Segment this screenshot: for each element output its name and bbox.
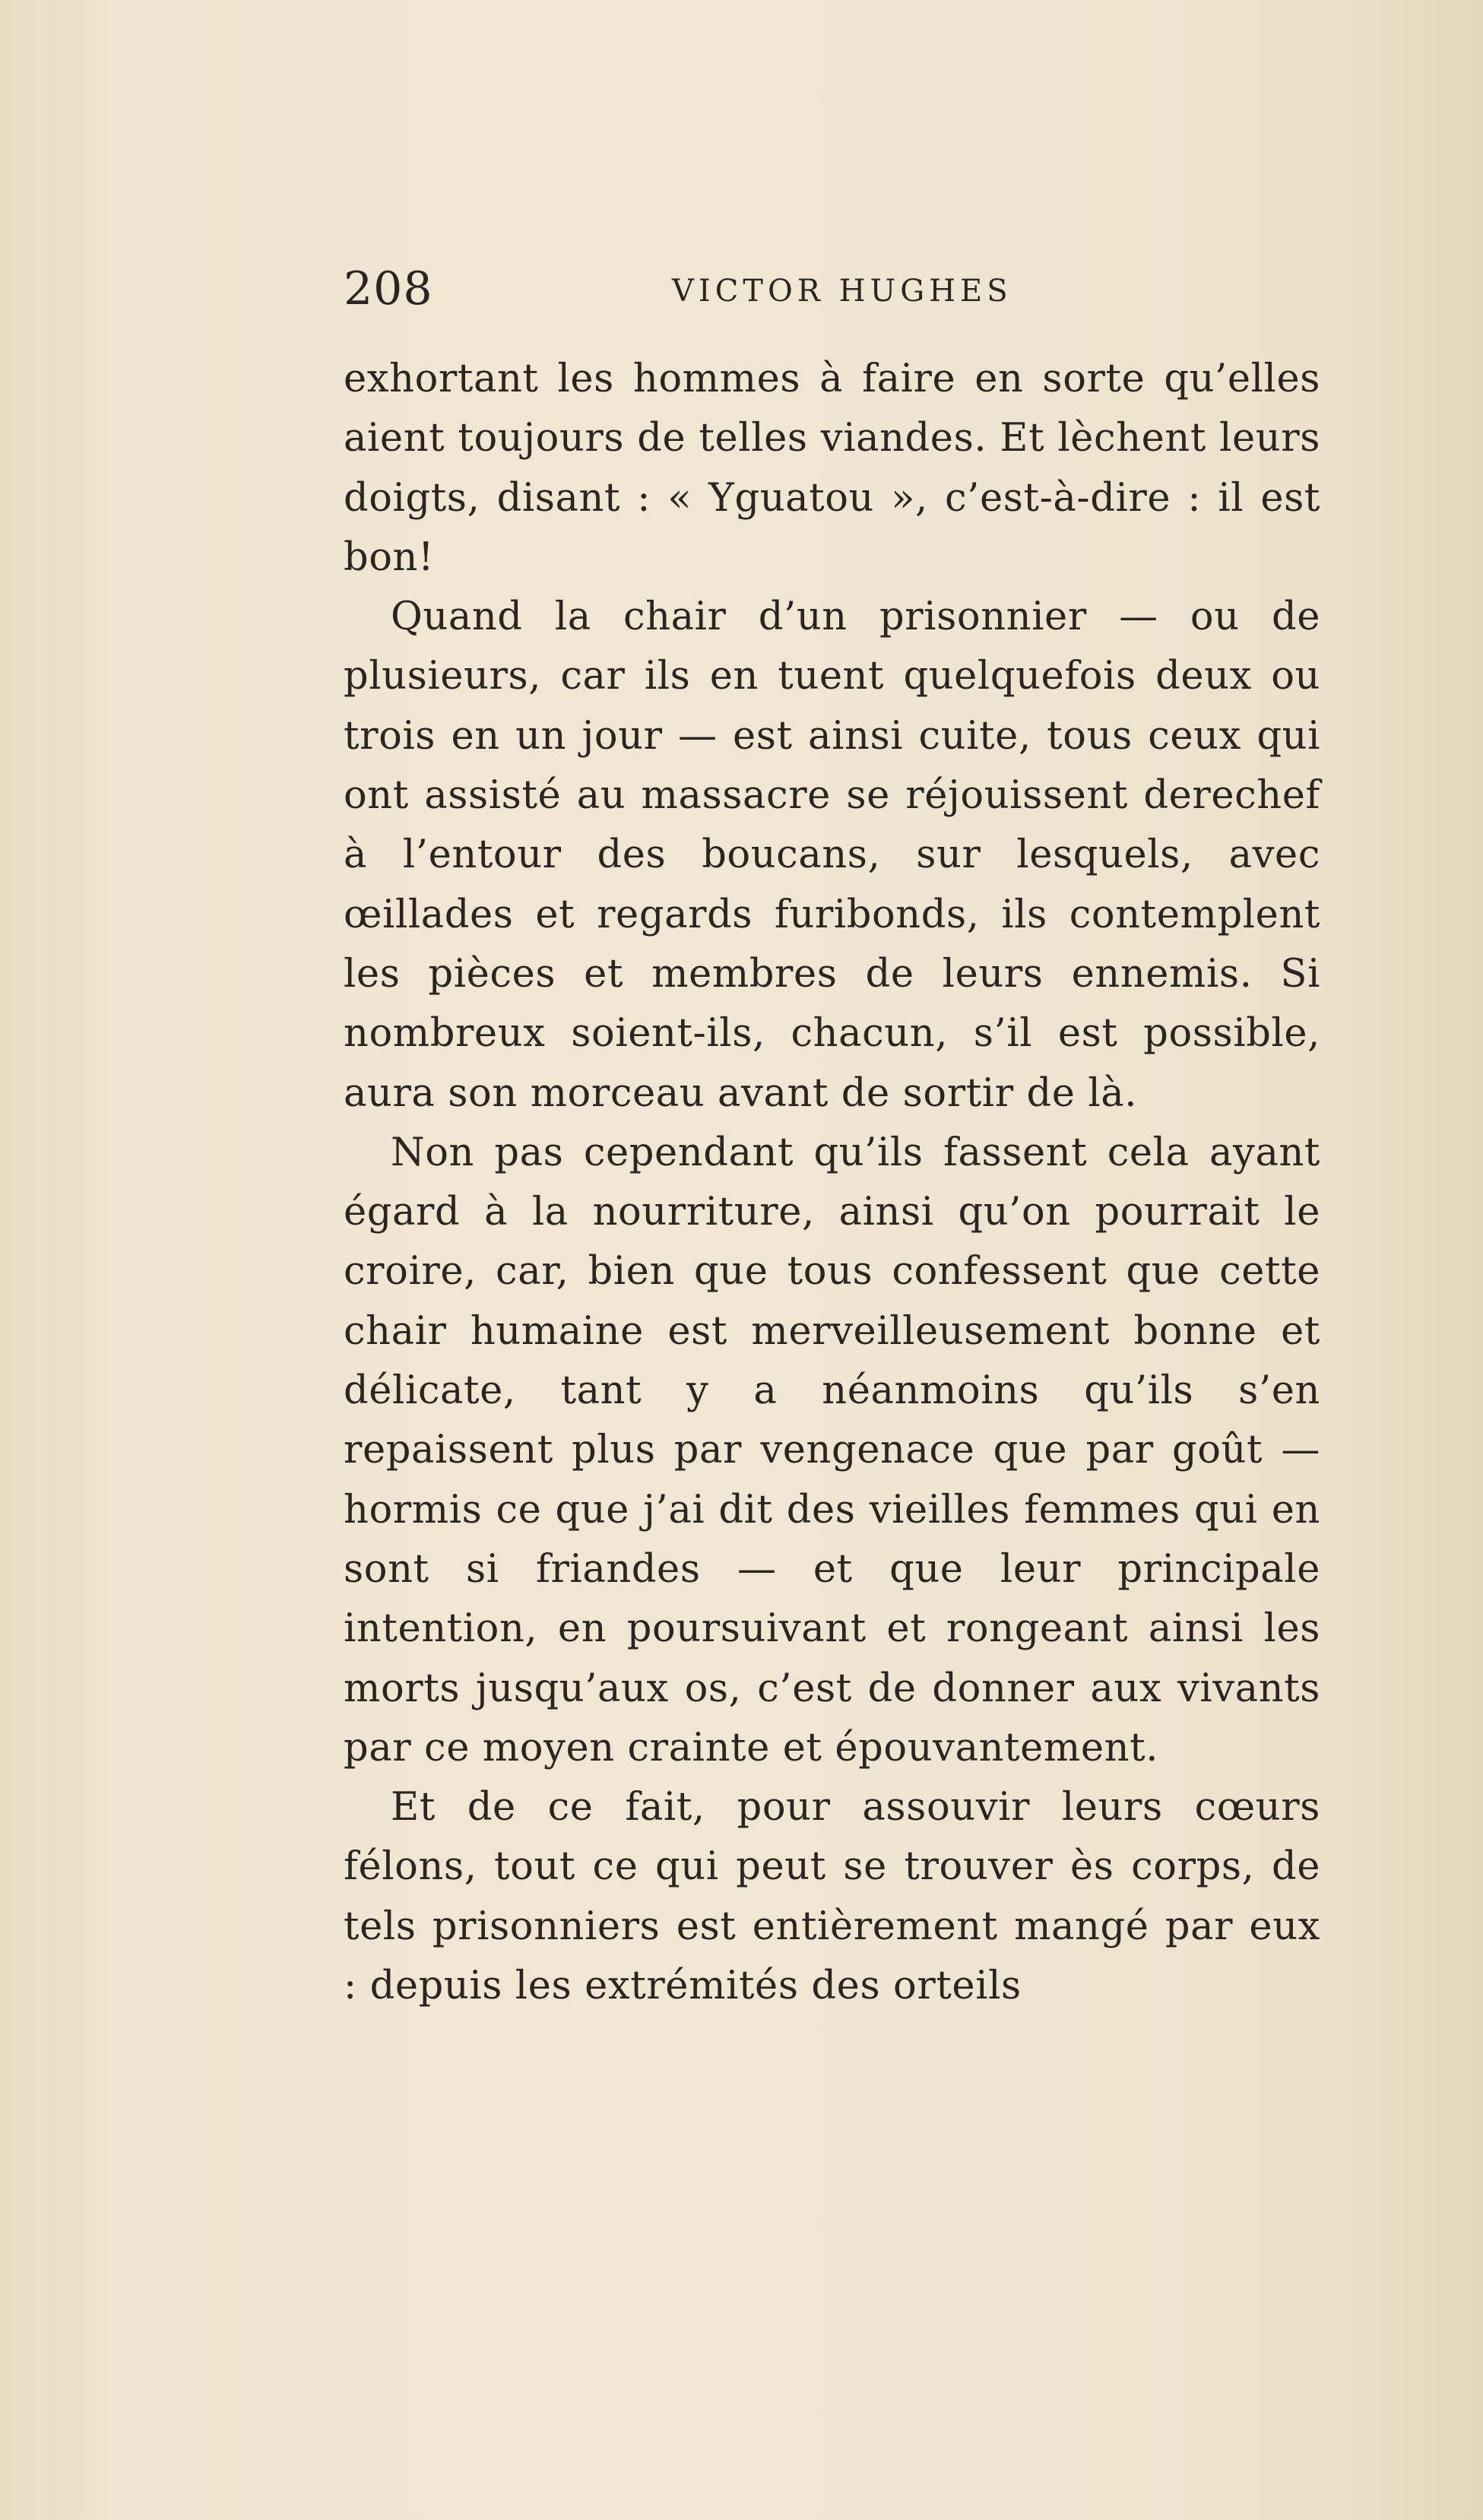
paragraph: Non pas cependant qu’ils fassent cela ayant égard à la nourriture, ainsi qu’on pourrait le croire, car, bien que tous confessent que cette chair humaine est merveilleusement bonne et délicate, tant y a néanmoins qu’ils s’en repaissent plus par vengenace que par goût — hormis ce que j’ai dit des vieilles femmes qui en sont si friandes — et que leur principale intention, en poursuivant et rongeant ainsi les morts jusqu’aux os, c’est de donner aux vivants par ce moyen crainte et épouvantement.	[344, 1130, 1320, 1770]
body-text	[344, 350, 1320, 2016]
paragraph-continuation: exhortant les hommes à faire en sorte qu’elles aient toujours de telles viandes. Et lèchent leurs doigts, disant : « Yguatou », c’est-à-dire : il est bon!	[344, 357, 1320, 580]
running-head: VICTOR HUGHES	[672, 274, 1012, 309]
paragraph: Quand la chair d’un prisonnier — ou de plusieurs, car ils en tuent quelquefois deux ou trois en un jour — est ainsi cuite, tous ceux qui ont assisté au massacre se réjouissent derechef à l’entour des boucans, sur lesquels, avec œillades et regards furibonds, ils contemplent les pièces et membres de leurs ennemis. Si nombreux soient-ils, chacun, s’il est possible, aura son morceau avant de sortir de là.	[344, 594, 1320, 1116]
page-header	[344, 258, 1332, 319]
paragraph: Et de ce fait, pour assouvir leurs cœurs félons, tout ce qui peut se trouver ès corps, de tels prisonniers est entièrement mangé par eux : depuis les extrémités des orteils	[344, 1785, 1320, 2009]
page-number: 208	[344, 262, 433, 315]
